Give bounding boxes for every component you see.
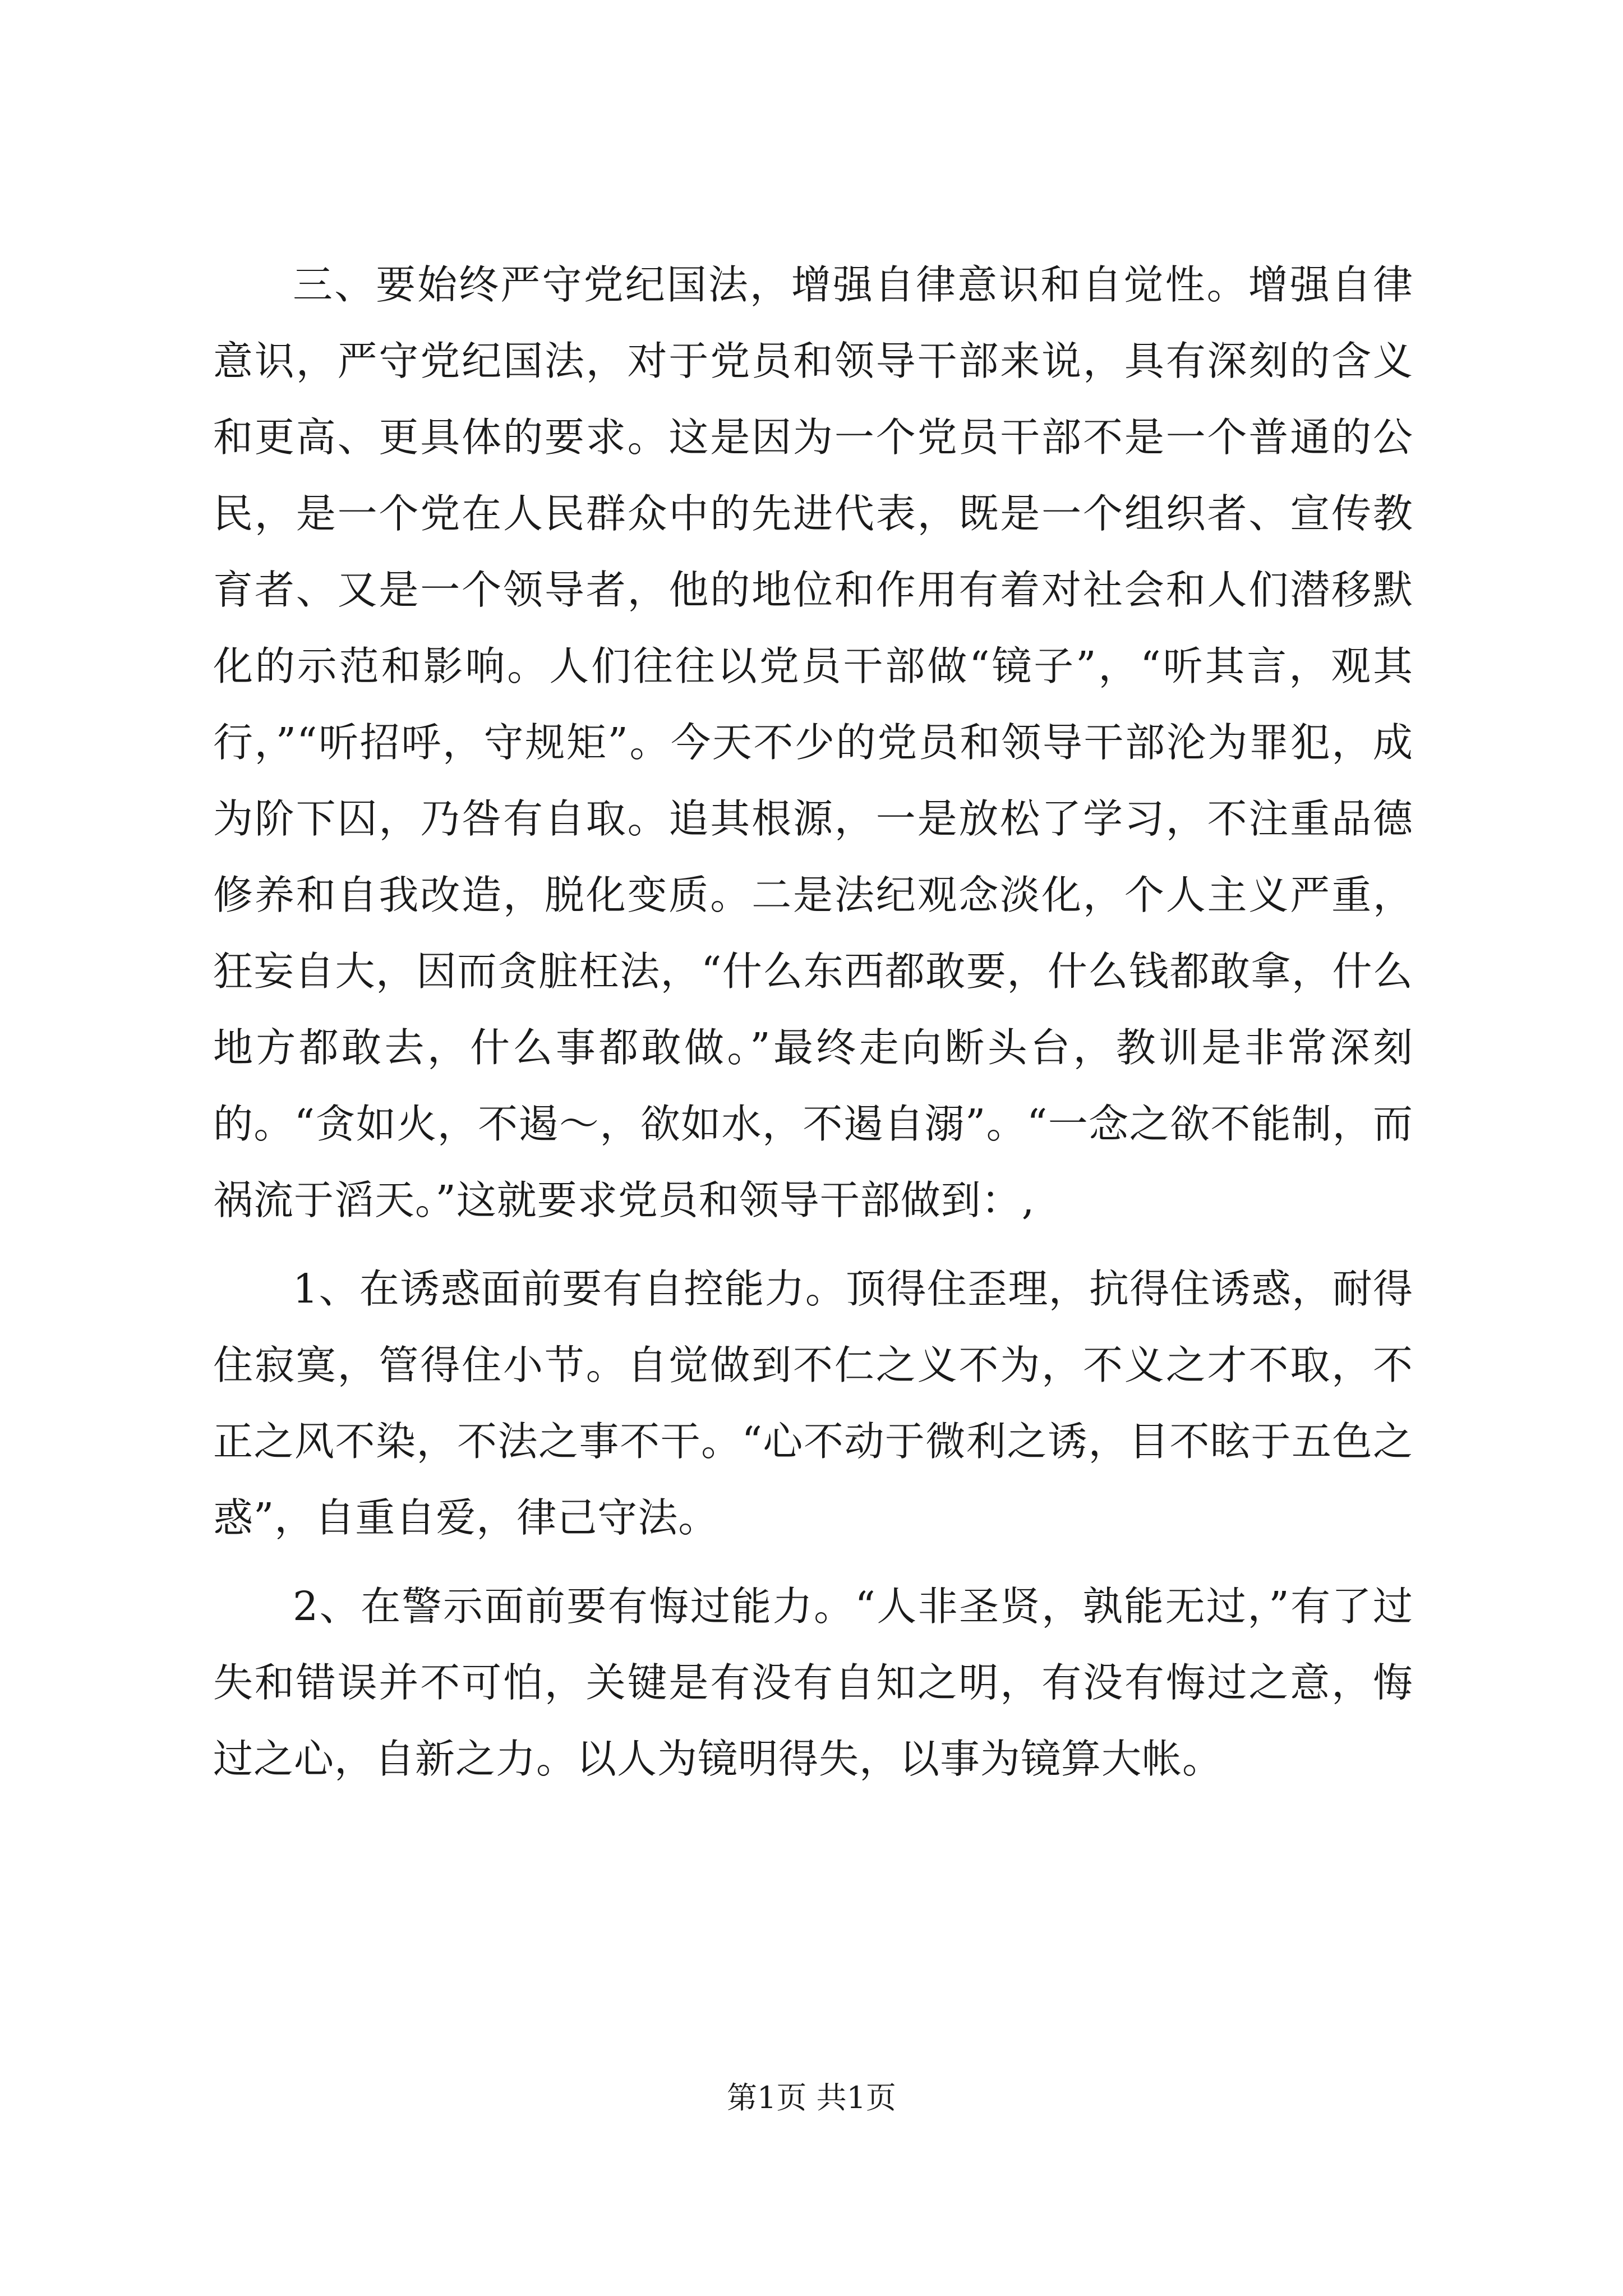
paragraph-self-control: 1、在诱惑面前要有自控能力。顶得住歪理，抗得住诱惑，耐得住寂寞，管得住小节。自觉做到不仁之义不为，不义之才不取，不正之风不染，不法之事不干。“心不动于微利之诱，目不眩于五色之惑”，自重自爱，律己守法。 — [213, 1266, 1413, 1541]
page-footer: 第1页 共1页 — [727, 2080, 896, 2115]
paragraph-discipline: 三、要始终严守党纪国法，增强自律意识和自觉性。增强自律意识，严守党纪国法，对于党员和领导干部来说，具有深刻的含义和更高、更具体的要求。这是因为一个党员干部不是一个普通的公民，是一个党在人民群众中的先进代表，既是一个组织者、宣传教育者、又是一个领导者，他的地位和作用有着对社会和人们潜移默化的示范和影响。人们往往以党员干部做“镜子”，“听其言，观其行，”“听招呼，守规矩”。今天不少的党员和领导干部沦为罪犯，成为阶下囚，乃咎有自取。追其根源，一是放松了学习，不注重品德修养和自我改造，脱化变质。二是法纪观念淡化，个人主义严重，狂妄自大，因而贪脏枉法，“什么东西都敢要，什么钱都敢拿，什么地方都敢去，什么事都敢做。”最终走向断头台，教训是非常深刻的。“贪如火，不遏～，欲如水，不遏自溺”。“一念之欲不能制，而祸流于滔天。”这就要求党员和领导干部做到：, — [213, 261, 1413, 1223]
document-body — [213, 247, 1413, 1810]
paragraph-repentance: 2、在警示面前要有悔过能力。“人非圣贤，孰能无过，”有了过失和错误并不可怕，关键是有没有自知之明，有没有悔过之意，悔过之心，自新之力。以人为镜明得失，以事为镜算大帐。 — [213, 1583, 1413, 1782]
